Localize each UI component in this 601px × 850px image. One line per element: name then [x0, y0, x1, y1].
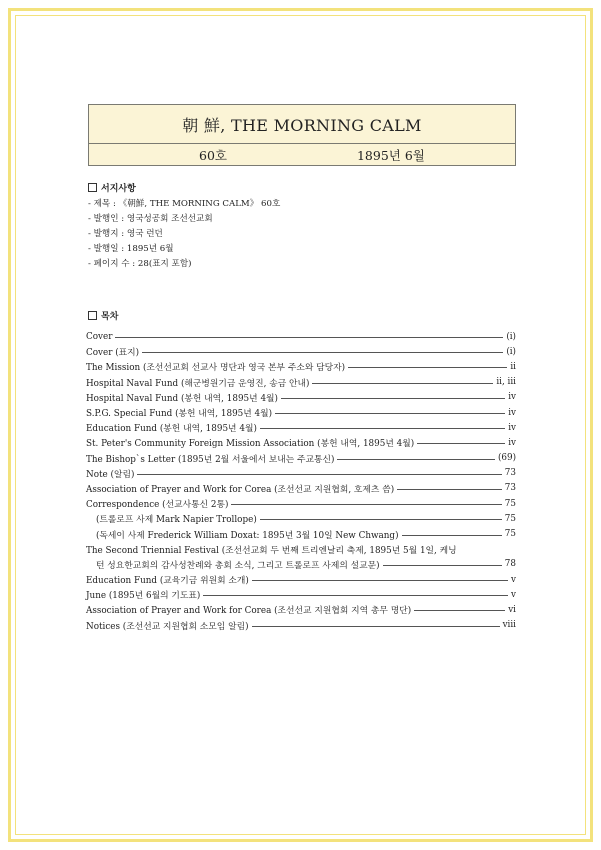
toc-entry-page: iv: [508, 422, 516, 433]
toc-entry: [86, 344, 516, 359]
toc-entry: [86, 511, 516, 526]
toc-entry-page: (69): [497, 453, 516, 464]
toc-entry-page: v: [511, 589, 516, 600]
toc-entry-title: Notices (조선선교 지원협회 소모임 알림): [86, 621, 249, 632]
toc-entry-title: June (1895년 6월의 기도표): [86, 591, 201, 602]
toc-entry-title: The Mission (조선선교회 선교사 명단과 영국 본부 주소와 담당자): [86, 363, 346, 374]
issue-row: [89, 144, 515, 165]
toc-entry-page: 73: [504, 483, 516, 494]
toc-leader-line: [281, 398, 505, 399]
toc-entry-page: 75: [504, 529, 516, 540]
toc-entry-title: Association of Prayer and Work for Corea (조선선교 지원협회, 호제츠 씀): [86, 484, 395, 495]
toc-entry-page: viii: [502, 620, 516, 631]
toc-leader-line: [312, 383, 493, 384]
toc-entry: [86, 375, 516, 390]
checkbox-square-icon: [88, 311, 97, 320]
toc-entry-page: 78: [504, 559, 516, 570]
toc-heading-wrap: [88, 310, 518, 325]
bibliography-line: - 발행인 : 영국성공회 조선선교회: [88, 214, 213, 224]
toc-entry-title: Education Fund (봉헌 내역, 1895년 4월): [86, 424, 257, 435]
toc-leader-line: [203, 595, 508, 596]
bibliography-line: - 발행일 : 1895년 6월: [88, 244, 174, 254]
toc-entry: [86, 405, 516, 420]
toc-entry-page: vi: [508, 604, 516, 615]
toc-entry-page: iv: [508, 392, 516, 403]
toc-entry-page: iv: [508, 437, 516, 448]
toc-entry-title: The Second Triennial Festival (조선선교회 두 번째 트리엔날리 축제, 1895년 5월 1일, 케닝: [86, 545, 457, 556]
toc-entry: [86, 526, 516, 541]
toc-entry-page: iv: [508, 407, 516, 418]
issue-number: 60호: [199, 147, 227, 163]
toc-entry: [86, 451, 516, 466]
toc-entry-page: 75: [504, 513, 516, 524]
toc-entry-page: v: [511, 574, 516, 585]
toc-entry-title: 턴 성요한교회의 감사성찬례와 총회 소식, 그리고 트롤로프 사제의 설교문): [96, 560, 380, 571]
toc-leader-line: [142, 352, 503, 353]
toc-leader-line: [402, 535, 502, 536]
bibliography-line: - 발행지 : 영국 런던: [88, 229, 163, 239]
toc-entry-continuation: [86, 557, 516, 572]
issue-date: 1895년 6월: [356, 147, 425, 163]
bibliography-line: - 제목 : 《朝鮮, THE MORNING CALM》 60호: [88, 199, 281, 209]
toc-entry-title: S.P.G. Special Fund (봉헌 내역, 1895년 4월): [86, 409, 273, 420]
bibliography-section: [88, 182, 518, 272]
toc-entry-title: Note (알림): [86, 469, 135, 480]
toc-entry-title: Association of Prayer and Work for Corea (조선선교 지원협회 지역 총무 명단): [86, 606, 412, 617]
toc-entry: [86, 587, 516, 602]
title-box: [88, 104, 516, 166]
toc-entry-page: 75: [504, 498, 516, 509]
toc-leader-line: [115, 337, 503, 338]
toc-leader-line: [137, 474, 501, 475]
toc-leader-line: [260, 428, 505, 429]
toc-leader-line: [275, 413, 505, 414]
toc-entry-title: St. Peter's Community Foreign Mission Association (봉헌 내역, 1895년 4월): [86, 439, 415, 450]
toc-entry: [86, 435, 516, 450]
toc-entry: [86, 466, 516, 481]
toc-entry: [86, 542, 516, 557]
toc-leader-line: [414, 610, 505, 611]
toc-entry: [86, 572, 516, 587]
toc-leader-line: [383, 565, 502, 566]
toc-entry: [86, 390, 516, 405]
toc-entry-page: (i): [506, 346, 516, 357]
checkbox-square-icon: [88, 183, 97, 192]
toc-entry-page: (i): [506, 331, 516, 342]
toc-leader-line: [252, 580, 508, 581]
toc-entry-title: Cover: [86, 331, 113, 342]
toc-entry-page: ii: [510, 361, 516, 372]
toc-leader-line: [348, 367, 507, 368]
table-of-contents: [86, 329, 516, 633]
toc-entry-title: (독세이 사제 Frederick William Doxat: 1895년 3월 10일 New Chwang): [96, 530, 399, 541]
bibliography-heading: 서지사항: [88, 182, 518, 197]
toc-entry-page: ii, iii: [496, 377, 516, 388]
toc-entry: [86, 329, 516, 344]
toc-entry: [86, 496, 516, 511]
toc-entry-title: Hospital Naval Fund (해군병원기금 운영진, 송금 안내): [86, 378, 310, 389]
toc-entry-title: Hospital Naval Fund (봉헌 내역, 1895년 4월): [86, 393, 278, 404]
journal-title: 朝 鮮, THE MORNING CALM: [89, 105, 515, 144]
toc-entry-title: The Bishop`s Letter (1895년 2월 서울에서 보내는 주교통신): [86, 454, 335, 465]
toc-entry: [86, 359, 516, 374]
toc-entry-title: Correspondence (선교사통신 2통): [86, 500, 229, 511]
toc-leader-line: [397, 489, 502, 490]
toc-leader-line: [337, 459, 494, 460]
bibliography-line: - 페이지 수 : 28(표지 포함): [88, 259, 192, 269]
toc-entry-page: 73: [504, 468, 516, 479]
toc-entry: [86, 420, 516, 435]
toc-entry: [86, 481, 516, 496]
toc-leader-line: [417, 443, 505, 444]
toc-entry-title: (트롤로프 사제 Mark Napier Trollope): [96, 515, 257, 526]
toc-entry: [86, 618, 516, 633]
toc-entry: [86, 602, 516, 617]
toc-leader-line: [260, 519, 502, 520]
toc-leader-line: [231, 504, 501, 505]
toc-heading: 목차: [88, 310, 518, 325]
toc-entry-title: Cover (표지): [86, 348, 140, 359]
toc-leader-line: [252, 626, 500, 627]
toc-entry-title: Education Fund (교육기금 위원회 소개): [86, 576, 249, 587]
